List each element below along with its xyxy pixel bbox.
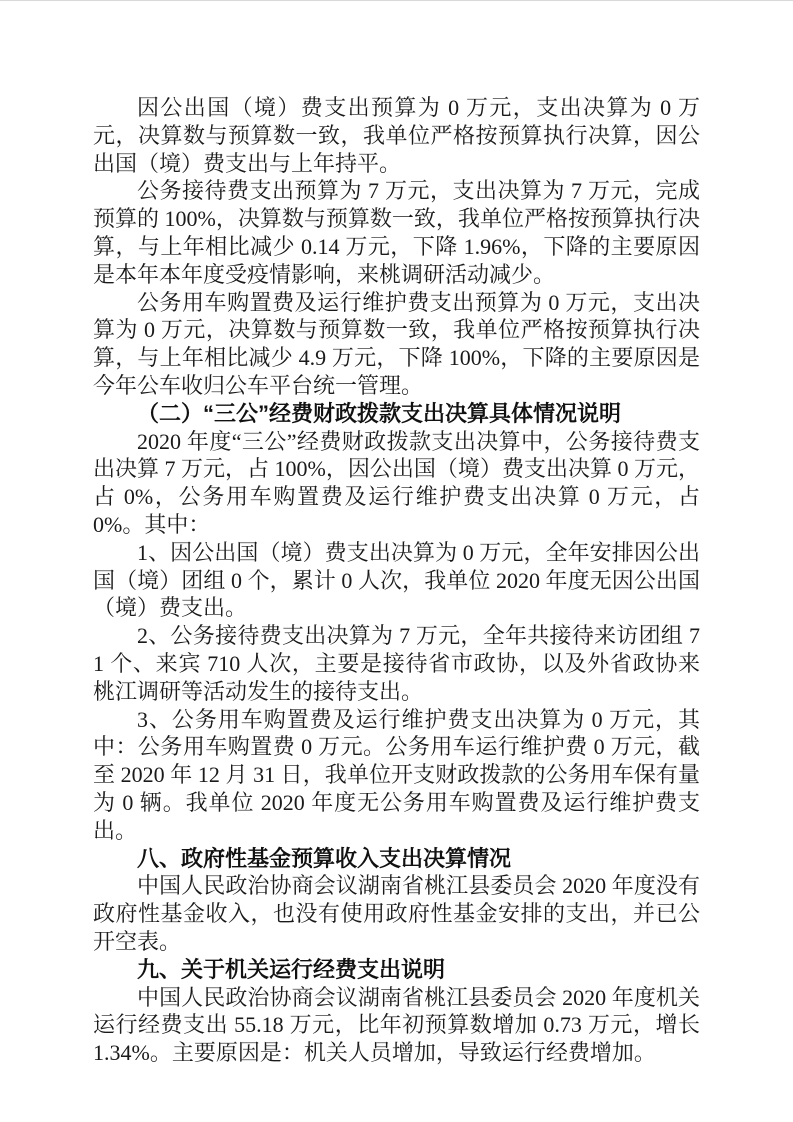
body-paragraph: 因公出国（境）费支出预算为 0 万元，支出决算为 0 万元，决算数与预算数一致，我单位严格按预算执行决算，因公出国（境）费支出与上年持平。 (93, 95, 700, 176)
body-paragraph: 公务接待费支出预算为 7 万元，支出决算为 7 万元，完成预算的 100%，决算数与预算数一致，我单位严格按预算执行决算，与上年相比减少 0.14 万元，下降 1.96%，下降的主要原因是本年本年度受疫情影响，来桃调研活动减少。 (93, 178, 700, 287)
body-paragraph: 公务用车购置费及运行维护费支出预算为 0 万元，支出决算为 0 万元，决算数与预算数一致，我单位严格按预算执行决算，与上年相比减少 4.9 万元，下降 100%，下降的主要原因是今年公车收归公车平台统一管理。 (93, 289, 700, 398)
section-heading: （二）“三公”经费财政拨款支出决算具体情况说明 (137, 400, 622, 426)
body-paragraph: 2020 年度“三公”经费财政拨款支出决算中，公务接待费支出决算 7 万元，占 100%，因公出国（境）费支出决算 0 万元，占 0%，公务用车购置费及运行维护费支出决算 0 万元，占 0%。其中： (93, 428, 700, 537)
body-paragraph: 2、公务接待费支出决算为 7 万元，全年共接待来访团组 71 个、来宾 710 人次，主要是接待省市政协，以及外省政协来桃江调研等活动发生的接待支出。 (93, 623, 700, 704)
document-body (93, 94, 700, 1067)
body-paragraph: 1、因公出国（境）费支出决算为 0 万元，全年安排因公出国（境）团组 0 个，累计 0 人次，我单位 2020 年度无因公出国（境）费支出。 (93, 539, 700, 621)
body-paragraph: 3、公务用车购置费及运行维护费支出决算为 0 万元，其中：公务用车购置费 0 万元。公务用车运行维护费 0 万元，截至 2020 年 12 月 31 日，我单位开支财政拨款的公务用车保有量为 0 辆。我单位 2020 年度无公务用车购置费及运行维护费支出。 (93, 706, 700, 843)
body-paragraph: 中国人民政治协商会议湖南省桃江县委员会 2020 年度没有政府性基金收入，也没有使用政府性基金安排的支出，并已公开空表。 (93, 873, 700, 954)
section-heading: 八、政府性基金预算收入支出决算情况 (137, 845, 512, 871)
section-heading: 九、关于机关运行经费支出说明 (137, 956, 446, 982)
body-paragraph: 中国人民政治协商会议湖南省桃江县委员会 2020 年度机关运行经费支出 55.18 万元，比年初预算数增加 0.73 万元，增长 1.34%。主要原因是：机关人员增加，导致运行经费增加。 (93, 984, 700, 1066)
